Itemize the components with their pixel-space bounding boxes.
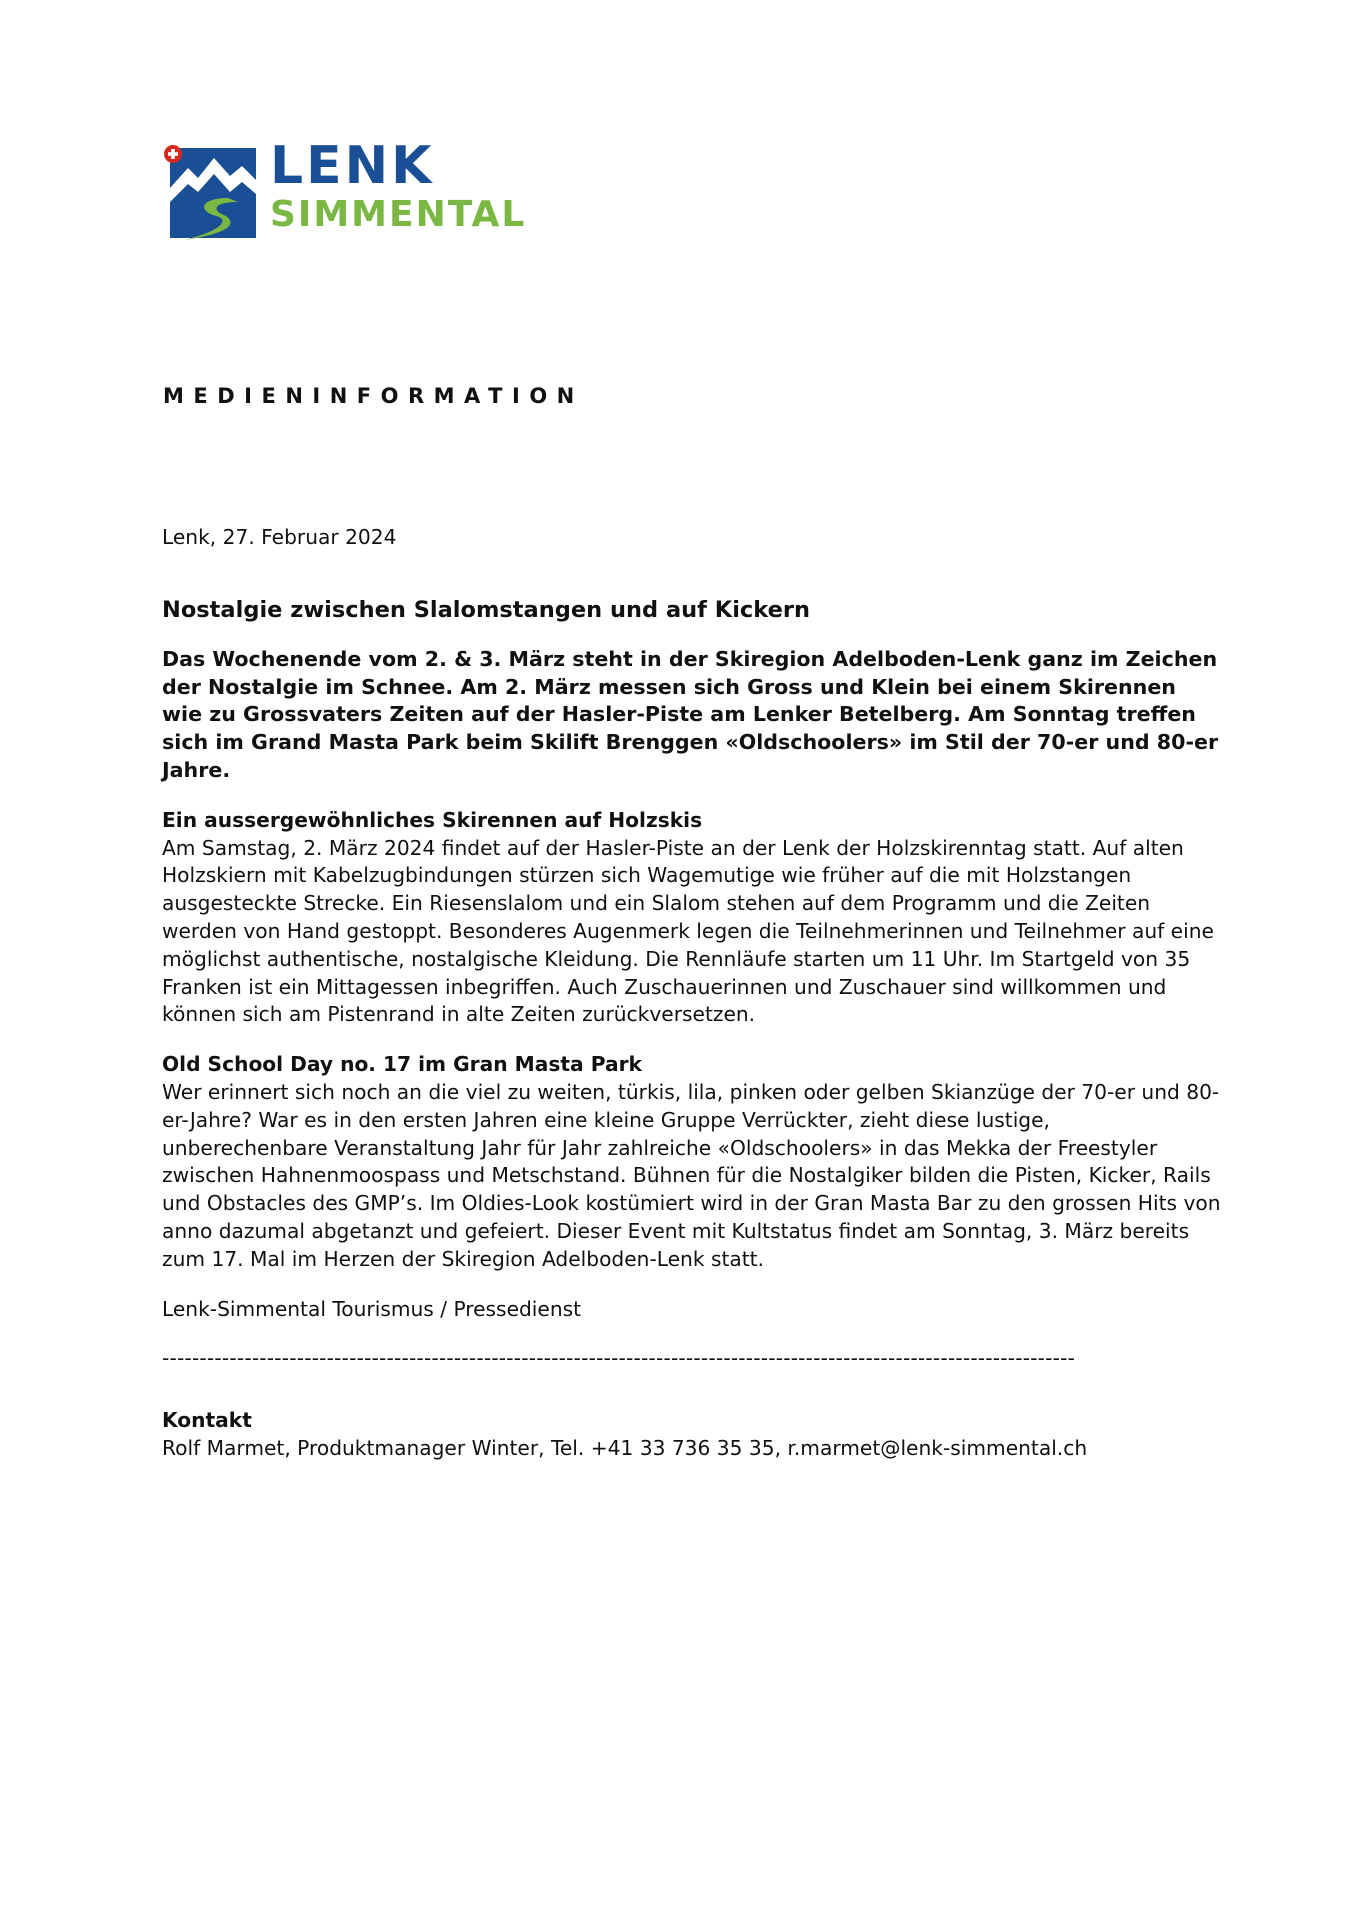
signature: Lenk-Simmental Tourismus / Pressedienst [162,1296,582,1321]
section-heading-holzskis: Ein aussergewöhnliches Skirennen auf Holzskis [162,807,703,832]
dateline: Lenk, 27. Februar 2024 [162,525,397,549]
section-body-holzskis: Am Samstag, 2. März 2024 findet auf der Hasler-Piste an der Lenk der Holzskirenntag statt. Auf alten Holzskiern mit Kabelzugbindungen stürzen sich Wagemutige wie früher auf die mit Holzstangen ausgesteckte Strecke. Ein Riesenslalom und ein Slalom stehen auf dem Programm und die Zeiten werden von Hand gestoppt. Besonderes Augenmerk legen die Teilnehmerinnen und Teilnehmer auf eine möglichst authentische, nostalgische Kleidung. Die Rennläufe starten um 11 Uhr. Im Startgeld von 35 Franken ist ein Mittagessen inbegriffen. Auch Zuschauerinnen und Zuschauer sind willkommen und können sich am Pistenrand in alte Zeiten zurückversetzen. [162,835,1214,1027]
logo-text-simmental: SIMMENTAL [270,194,527,235]
section-heading-old-school-day: Old School Day no. 17 im Gran Masta Park [162,1052,642,1077]
lenk-simmental-logo [162,136,542,244]
mountain-logo-icon [162,144,262,244]
lead-paragraph: Das Wochenende vom 2. & 3. März steht in der Skiregion Adelboden-Lenk ganz im Zeichen der Nostalgie im Schnee. Am 2. März messen sich Gross und Klein bei einem Skirennen wie zu Grossvaters Zeiten auf der Hasler-Piste am Lenker Betelberg. Am Sonntag treffen sich im Grand Masta Park beim Skilift Brenggen «Oldschoolers» im Stil der 70-er und 80-er Jahre. [162,646,1219,782]
document-body [162,524,1222,1463]
contact-heading: Kontakt [162,1408,252,1433]
dashed-divider: -------------------------------------------------------------------------------------------------------------------------- [162,1346,1076,1371]
section-body-old-school-day: Wer erinnert sich noch an die viel zu weiten, türkis, lila, pinken oder gelben Skianzüge der 70-er und 80-er-Jahre? War es in den ersten Jahren eine kleine Gruppe Verrückter, zieht diese lustige, unberechenbare Veranstaltung Jahr für Jahr zahlreiche «Oldschoolers» in das Mekka der Freestyler zwischen Hahnenmoospass und Metschstand. Bühnen für die Nostalgiker bilden die Pisten, Kicker, Rails und Obstacles des GMP’s. Im Oldies-Look kostümiert wird in der Gran Masta Bar zu den grossen Hits von anno dazumal abgetanzt und gefeiert. Dieser Event mit Kultstatus findet am Sonntag, 3. März bereits zum 17. Mal im Herzen der Skiregion Adelboden-Lenk statt. [162,1079,1221,1271]
press-release-title: Nostalgie zwischen Slalomstangen und auf Kickern [162,596,810,623]
logo-text-lenk: LENK [270,136,435,196]
contact-details: Rolf Marmet, Produktmanager Winter, Tel. +41 33 736 35 35, r.marmet@lenk-simmental.ch [162,1435,1088,1460]
document-kind-heading: MEDIENINFORMATION [163,384,584,408]
